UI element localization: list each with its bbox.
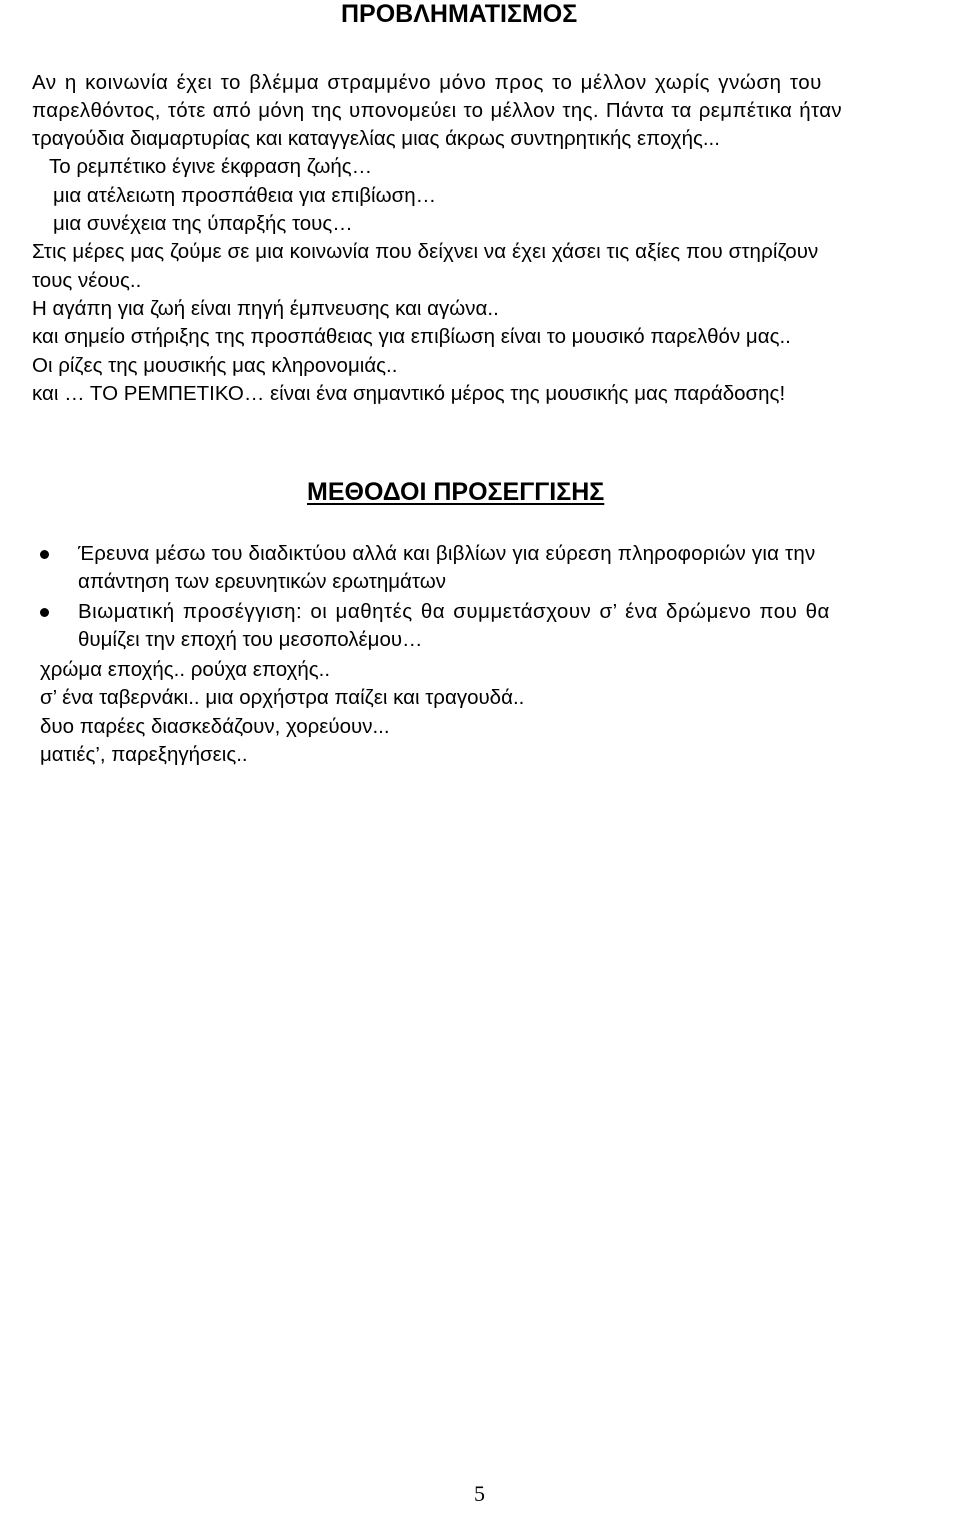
bullet-item-line: απάντηση των ερευνητικών ερωτημάτων [78, 570, 446, 593]
page-number: 5 [474, 1481, 485, 1506]
bullet-item-line: θυμίζει την εποχή του μεσοπολέμου… [78, 628, 423, 651]
paragraph-line: Αν η κοινωνία έχει το βλέμμα στραμμένο μόνο προς το μέλλον χωρίς γνώση του [32, 71, 822, 94]
section-heading-problematismos: ΠΡΟΒΛΗΜΑΤΙΣΜΟΣ [341, 0, 578, 28]
paragraph-line: Η αγάπη για ζωή είναι πηγή έμπνευσης και αγώνα.. [32, 297, 499, 320]
bullet-item-line: Βιωματική προσέγγιση: οι μαθητές θα συμμετάσχουν σ’ ένα δρώμενο που θα [78, 600, 830, 623]
paragraph-line: τους νέους.. [32, 269, 142, 292]
paragraph-line: χρώμα εποχής.. ρούχα εποχής.. [40, 658, 331, 681]
paragraph-line: Το ρεμπέτικο έγινε έκφραση ζωής… [49, 155, 373, 178]
paragraph-line: τραγούδια διαμαρτυρίας και καταγγελίας μιας άκρως συντηρητικής εποχής... [32, 127, 720, 150]
paragraph-line: μια ατέλειωτη προσπάθεια για επιβίωση… [53, 184, 437, 207]
paragraph-line: ματιές’, παρεξηγήσεις.. [40, 743, 248, 766]
bullet-icon [40, 550, 49, 559]
section-heading-methods: ΜΕΘΟΔΟΙ ΠΡΟΣΕΓΓΙΣΗΣ [307, 478, 605, 506]
paragraph-line: Στις μέρες μας ζούμε σε μια κοινωνία που δείχνει να έχει χάσει τις αξίες που στηρίζουν [32, 240, 819, 263]
bullet-icon [40, 608, 49, 617]
paragraph-line: παρελθόντος, τότε από μόνη της υπονομεύει το μέλλον της. Πάντα τα ρεμπέτικα ήταν [32, 99, 843, 122]
bullet-item-line: Έρευνα μέσω του διαδικτύου αλλά και βιβλίων για εύρεση πληροφοριών για την [78, 542, 816, 565]
paragraph-line: και σημείο στήριξης της προσπάθειας για επιβίωση είναι το μουσικό παρελθόν μας.. [32, 325, 791, 348]
paragraph-line: και … ΤΟ ΡΕΜΠΕΤΙΚΟ… είναι ένα σημαντικό μέρος της μουσικής μας παράδοσης! [32, 382, 786, 405]
paragraph-line: δυο παρέες διασκεδάζουν, χορεύουν... [40, 715, 390, 738]
paragraph-line: μια συνέχεια της ύπαρξής τους… [53, 212, 353, 235]
paragraph-line: Οι ρίζες της μουσικής μας κληρονομιάς.. [32, 354, 398, 377]
paragraph-line: σ’ ένα ταβερνάκι.. μια ορχήστρα παίζει και τραγουδά.. [40, 686, 525, 709]
